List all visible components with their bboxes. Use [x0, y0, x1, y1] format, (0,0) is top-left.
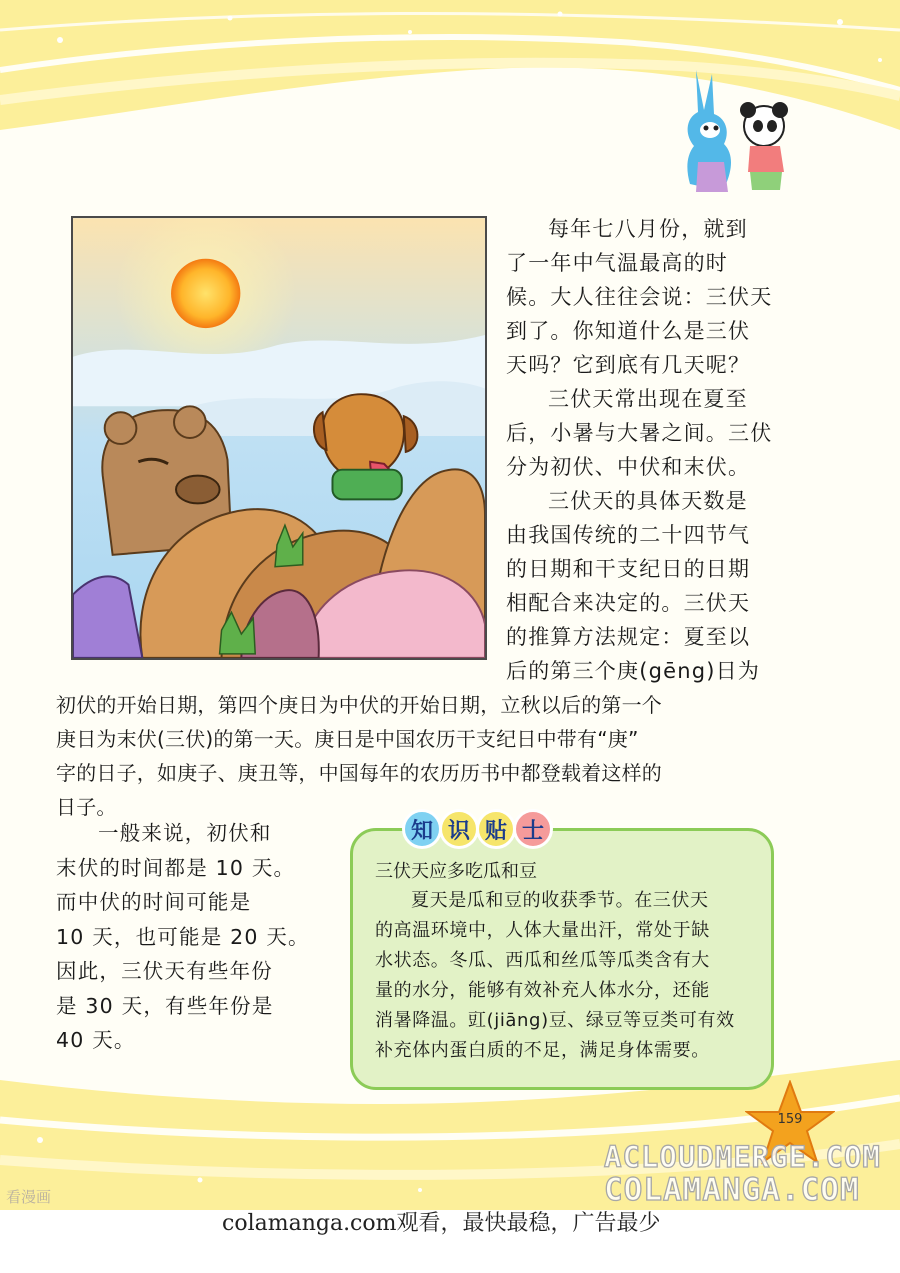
calculation-line: 初伏的开始日期，第四个庚日为中伏的开始日期，立秋以后的第一个 — [56, 693, 662, 717]
calculation-paragraph-right — [506, 484, 782, 688]
footer-notice: colamanga.com观看，最快最稳，广告最少 — [222, 1211, 661, 1236]
tips-line: 的高温环境中，人体大量出汗，常处于缺 — [375, 920, 710, 941]
mascot-characters-illustration — [668, 66, 800, 196]
tips-line: 补充体内蛋白质的不足，满足身体需要。 — [375, 1040, 710, 1061]
duration-line: 10 天，也可能是 20 天。 — [56, 924, 310, 949]
calculation-paragraph-full — [56, 688, 780, 824]
tips-body — [375, 886, 767, 1066]
tips-title-char: 知 — [402, 809, 442, 849]
period-line: 分为初伏、中伏和末伏。 — [506, 455, 751, 479]
period-line: 后，小暑与大暑之间。三伏 — [506, 421, 773, 445]
tips-line: 消暑降温。豇(jiāng)豆、绿豆等豆类可有效 — [375, 1010, 735, 1031]
duration-line: 一般来说，初伏和 — [98, 821, 272, 845]
page-number: 159 — [777, 1112, 803, 1127]
calculation-line: 相配合来决定的。三伏天 — [506, 591, 751, 615]
intro-line: 每年七八月份，就到 — [548, 217, 748, 241]
intro-paragraph — [506, 212, 782, 382]
calculation-line: 三伏天的具体天数是 — [548, 489, 748, 513]
calculation-line: 的日期和干支纪日的日期 — [506, 557, 751, 581]
duration-line: 是 30 天，有些年份是 — [56, 993, 274, 1018]
duration-paragraph — [56, 816, 326, 1058]
watermark-text: COLAMANGA.COM — [604, 1172, 860, 1208]
cartoon-scene — [73, 218, 485, 658]
calculation-line: 日子。 — [56, 795, 117, 819]
calculation-line: 后的第三个庚(gēng)日为 — [506, 659, 761, 683]
intro-line: 了一年中气温最高的时 — [506, 251, 728, 275]
calculation-line: 的推算方法规定：夏至以 — [506, 625, 751, 649]
tips-title-char: 识 — [439, 809, 479, 849]
intro-line: 到了。你知道什么是三伏 — [506, 319, 751, 343]
calculation-line: 庚日为末伏(三伏)的第一天。庚日是中国农历干支纪日中带有“庚” — [56, 727, 639, 751]
tips-title-char: 贴 — [476, 809, 516, 849]
hot-summer-animals-illustration — [71, 216, 487, 660]
knowledge-tips-title — [402, 809, 550, 853]
duration-line: 末伏的时间都是 10 天。 — [56, 855, 296, 880]
calculation-line: 由我国传统的二十四节气 — [506, 523, 751, 547]
corner-watermark: 看漫画 — [6, 1188, 52, 1206]
calculation-line: 字的日子，如庚子、庚丑等，中国每年的农历历书中都登载着这样的 — [56, 761, 662, 785]
tips-subtitle: 三伏天应多吃瓜和豆 — [375, 861, 537, 882]
intro-line: 天吗？它到底有几天呢？ — [506, 353, 751, 377]
period-line: 三伏天常出现在夏至 — [548, 387, 748, 411]
tips-title-char: 士 — [513, 809, 553, 849]
duration-line: 因此，三伏天有些年份 — [56, 959, 273, 983]
period-paragraph — [506, 382, 782, 484]
tips-line: 夏天是瓜和豆的收获季节。在三伏天 — [411, 890, 709, 911]
duration-line: 而中伏的时间可能是 — [56, 890, 252, 914]
tips-line: 水状态。冬瓜、西瓜和丝瓜等瓜类含有大 — [375, 950, 710, 971]
watermark-text: ACLOUDMERGE.COM — [604, 1140, 881, 1174]
tips-line: 量的水分，能够有效补充人体水分，还能 — [375, 980, 710, 1001]
sun-icon — [171, 259, 240, 328]
duration-line: 40 天。 — [56, 1028, 136, 1052]
intro-line: 候。大人往往会说：三伏天 — [506, 285, 773, 309]
